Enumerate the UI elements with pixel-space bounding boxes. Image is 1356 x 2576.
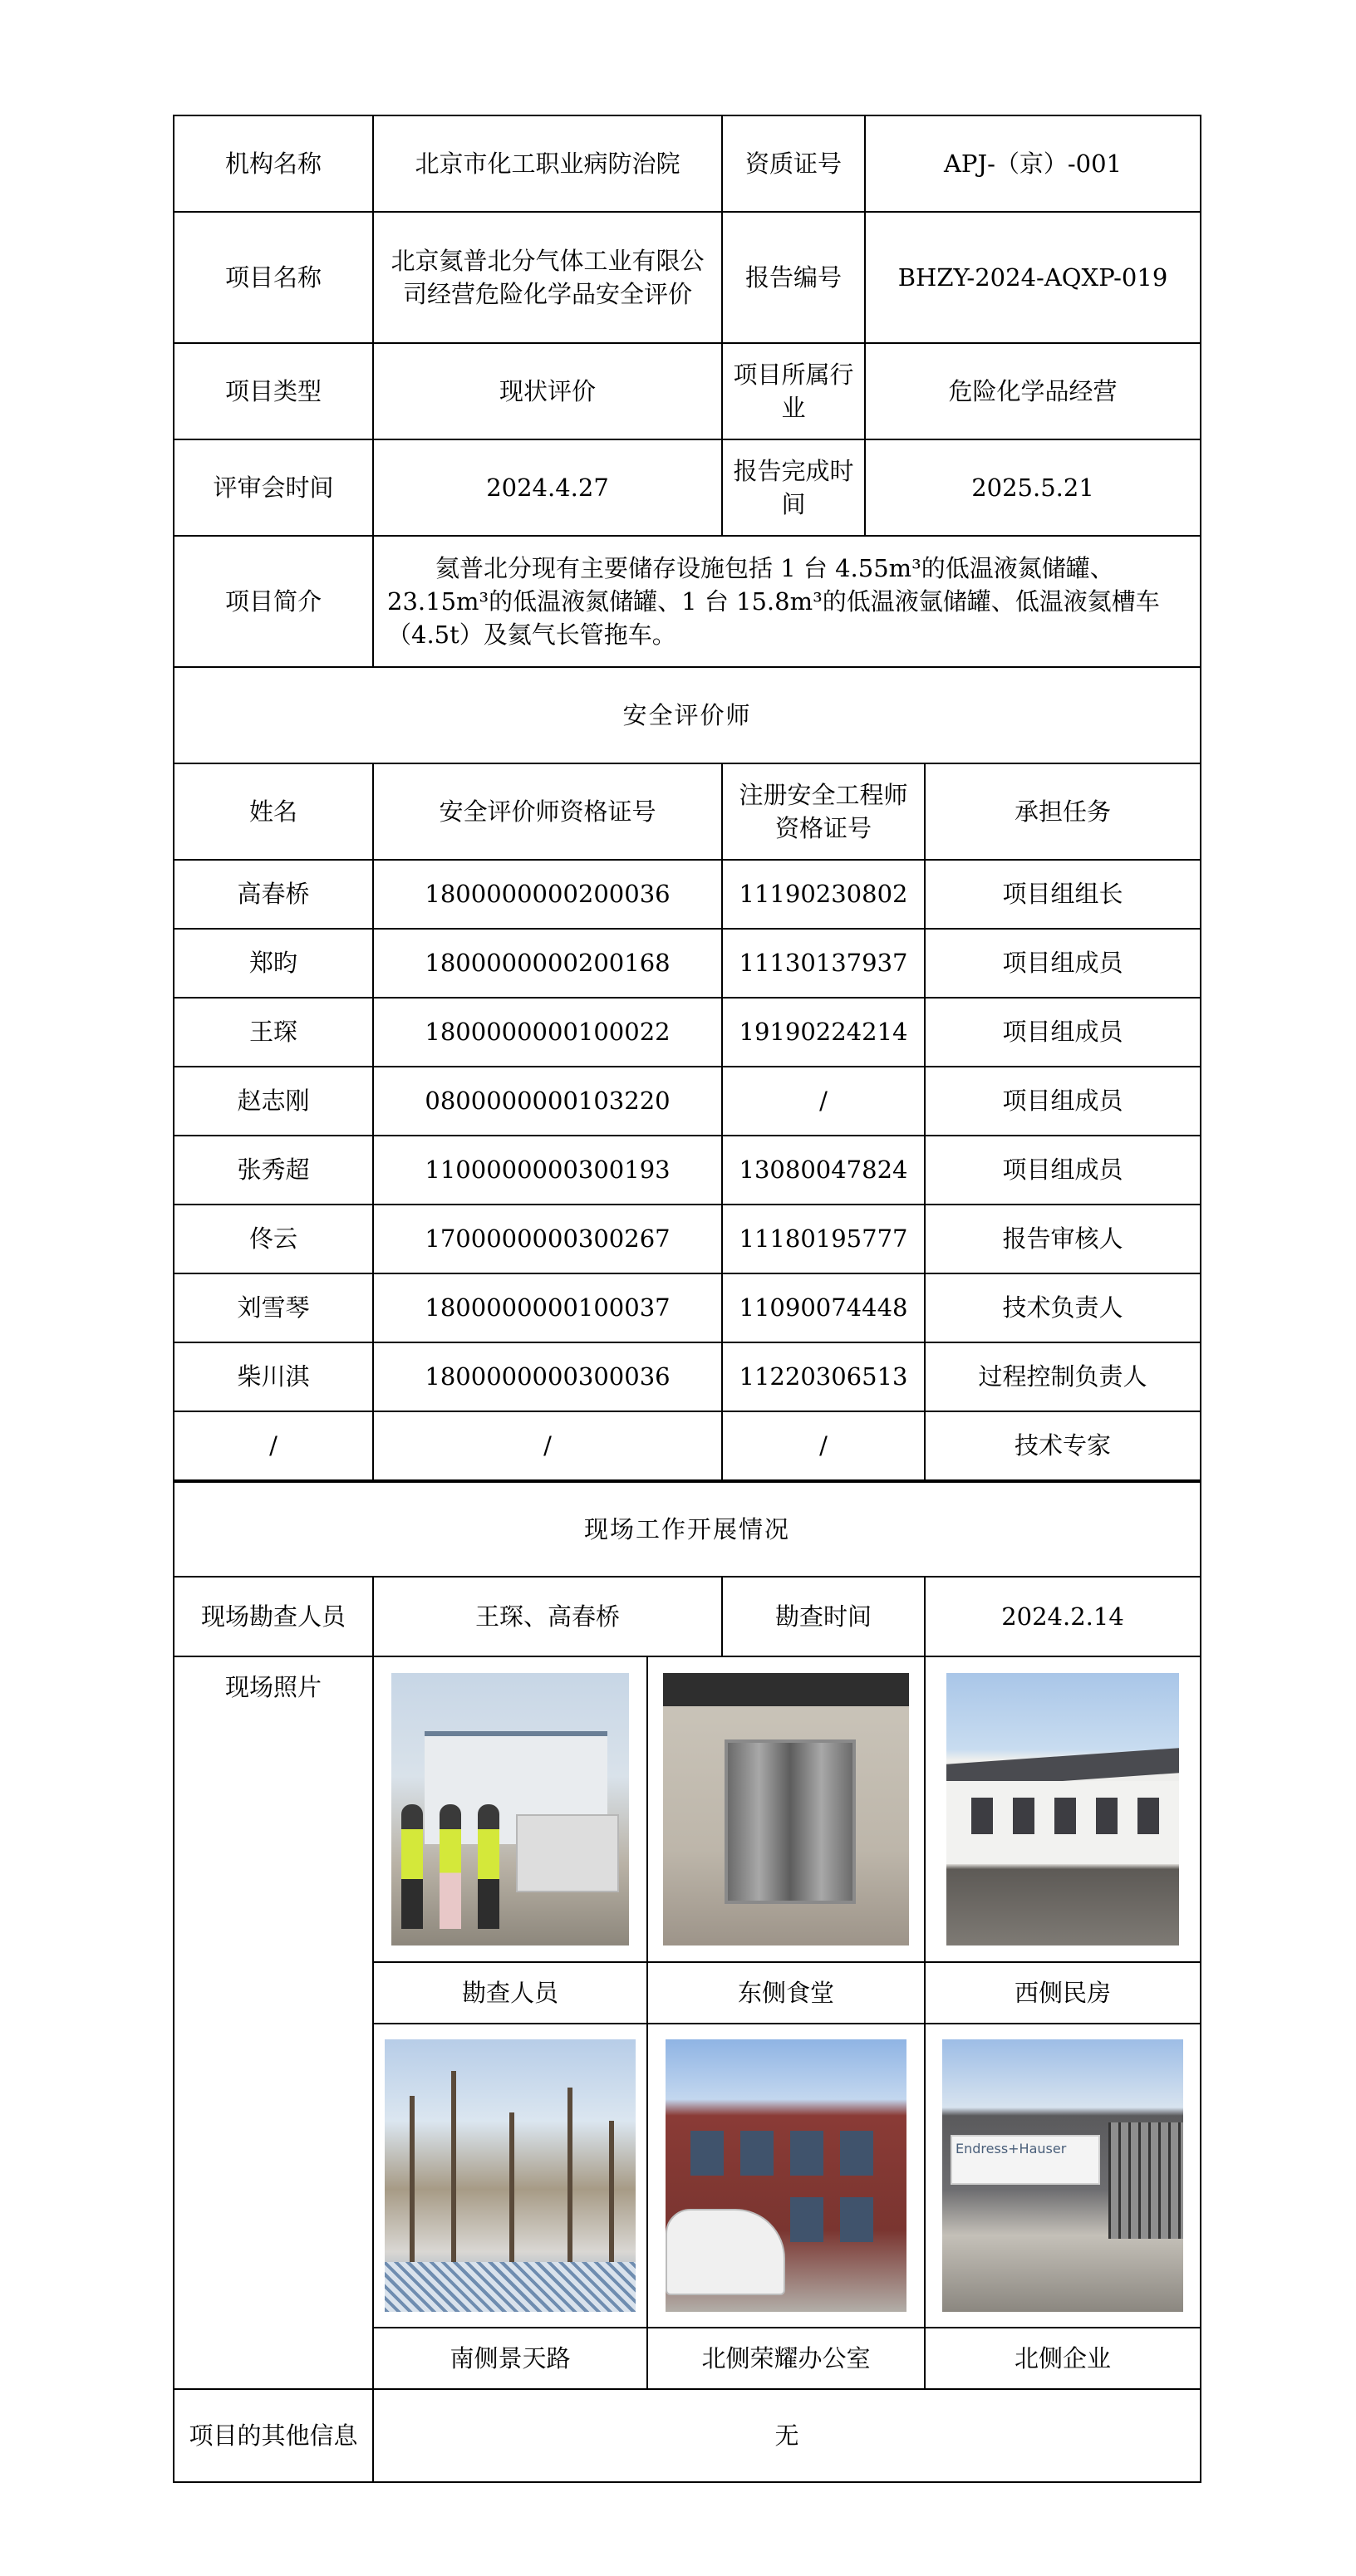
- table-row: [174, 1411, 1201, 1480]
- site-section-title: 现场工作开展情况: [174, 1482, 1201, 1577]
- cert-no: APJ-（京）-001: [865, 115, 1201, 212]
- photo-cell: [925, 1656, 1201, 1962]
- industry-value: 危险化学品经营: [865, 343, 1201, 439]
- table-row: [174, 1205, 1201, 1273]
- org-name: 北京市化工职业病防治院: [373, 115, 722, 212]
- photo-cell: [373, 2024, 647, 2328]
- engineer-cert: 11090074448: [722, 1273, 925, 1342]
- inspectors-photo: [391, 1673, 629, 1945]
- report-no: BHZY-2024-AQXP-019: [865, 212, 1201, 343]
- table-row: [174, 1342, 1201, 1411]
- engineer-cert: 11180195777: [722, 1205, 925, 1273]
- evaluator-name: 柴川淇: [174, 1342, 373, 1411]
- photo-cell: [925, 2024, 1201, 2328]
- table-row: [174, 998, 1201, 1067]
- photo-caption: 北侧荣耀办公室: [647, 2328, 925, 2389]
- review-label: 评审会时间: [174, 439, 373, 536]
- other-info-value: 无: [373, 2389, 1201, 2482]
- header-task: 承担任务: [925, 763, 1201, 860]
- photo-caption: 东侧食堂: [647, 1962, 925, 2024]
- engineer-cert: 11130137937: [722, 929, 925, 998]
- photos-label: 现场照片: [174, 1656, 373, 2389]
- cert-label: 资质证号: [722, 115, 865, 212]
- south-road-photo: [385, 2039, 636, 2312]
- project-name: 北京氦普北分气体工业有限公司经营危险化学品安全评价: [373, 212, 722, 343]
- evaluators-title: 安全评价师: [174, 667, 1201, 763]
- org-label: 机构名称: [174, 115, 373, 212]
- type-value: 现状评价: [373, 343, 722, 439]
- evaluator-cert: 1700000000300267: [373, 1205, 722, 1273]
- evaluator-cert: 1800000000200036: [373, 860, 722, 929]
- evaluator-task: 项目组组长: [925, 860, 1201, 929]
- review-date: 2024.4.27: [373, 439, 722, 536]
- header-name: 姓名: [174, 763, 373, 860]
- inspection-time-value: 2024.2.14: [925, 1577, 1201, 1656]
- evaluator-task: 过程控制负责人: [925, 1342, 1201, 1411]
- table-row: [174, 929, 1201, 998]
- inspectors-label: 现场勘查人员: [174, 1577, 373, 1656]
- engineer-cert: 19190224214: [722, 998, 925, 1067]
- intro-label: 项目简介: [174, 536, 373, 667]
- evaluator-cert: /: [373, 1411, 722, 1480]
- report-no-label: 报告编号: [722, 212, 865, 343]
- evaluator-task: 技术负责人: [925, 1273, 1201, 1342]
- north-company-photo: [942, 2039, 1183, 2312]
- photo-cell: [647, 1656, 925, 1962]
- industry-label: 项目所属行业: [722, 343, 865, 439]
- photo-caption: 北侧企业: [925, 2328, 1201, 2389]
- evaluator-cert: 1800000000300036: [373, 1342, 722, 1411]
- evaluator-name: 佟云: [174, 1205, 373, 1273]
- west-houses-photo: [946, 1673, 1179, 1945]
- header-evaluator-cert: 安全评价师资格证号: [373, 763, 722, 860]
- evaluator-name: 张秀超: [174, 1136, 373, 1205]
- evaluator-cert: 0800000000103220: [373, 1067, 722, 1136]
- inspection-time-label: 勘查时间: [722, 1577, 925, 1656]
- engineer-cert: 11190230802: [722, 860, 925, 929]
- evaluator-task: 项目组成员: [925, 1067, 1201, 1136]
- table-row: [174, 1067, 1201, 1136]
- evaluator-cert: 1100000000300193: [373, 1136, 722, 1205]
- evaluator-name: 王琛: [174, 998, 373, 1067]
- header-engineer-cert: 注册安全工程师资格证号: [722, 763, 925, 860]
- table-row: [174, 1273, 1201, 1342]
- evaluator-task: 技术专家: [925, 1411, 1201, 1480]
- evaluator-name: /: [174, 1411, 373, 1480]
- evaluator-name: 郑昀: [174, 929, 373, 998]
- photo-caption: 西侧民房: [925, 1962, 1201, 2024]
- finish-date: 2025.5.21: [865, 439, 1201, 536]
- evaluator-task: 项目组成员: [925, 929, 1201, 998]
- engineer-cert: 11220306513: [722, 1342, 925, 1411]
- finish-label: 报告完成时间: [722, 439, 865, 536]
- engineer-cert: /: [722, 1067, 925, 1136]
- other-info-label: 项目的其他信息: [174, 2389, 373, 2482]
- east-canteen-photo: [663, 1673, 909, 1945]
- evaluator-task: 项目组成员: [925, 1136, 1201, 1205]
- type-label: 项目类型: [174, 343, 373, 439]
- photo-cell: [647, 2024, 925, 2328]
- evaluator-cert: 1800000000100022: [373, 998, 722, 1067]
- north-office-photo: [666, 2039, 906, 2312]
- company-sign: Endress+Hauser: [951, 2135, 1100, 2185]
- photo-caption: 勘查人员: [373, 1962, 647, 2024]
- evaluator-task: 项目组成员: [925, 998, 1201, 1067]
- engineer-cert: /: [722, 1411, 925, 1480]
- project-label: 项目名称: [174, 212, 373, 343]
- evaluator-name: 高春桥: [174, 860, 373, 929]
- table-row: [174, 1136, 1201, 1205]
- project-info-table: [173, 115, 1201, 1481]
- photo-caption: 南侧景天路: [373, 2328, 647, 2389]
- evaluator-cert: 1800000000100037: [373, 1273, 722, 1342]
- evaluator-task: 报告审核人: [925, 1205, 1201, 1273]
- inspectors-value: 王琛、高春桥: [373, 1577, 722, 1656]
- evaluator-name: 刘雪琴: [174, 1273, 373, 1342]
- site-work-table: [173, 1481, 1201, 2483]
- evaluator-cert: 1800000000200168: [373, 929, 722, 998]
- intro-text: 氦普北分现有主要储存设施包括 1 台 4.55m³的低温液氮储罐、23.15m³的低温液氮储罐、1 台 15.8m³的低温液氩储罐、低温液氦槽车（4.5t）及氦气长管拖车。: [373, 536, 1201, 667]
- table-row: [174, 860, 1201, 929]
- evaluator-name: 赵志刚: [174, 1067, 373, 1136]
- engineer-cert: 13080047824: [722, 1136, 925, 1205]
- photo-cell: [373, 1656, 647, 1962]
